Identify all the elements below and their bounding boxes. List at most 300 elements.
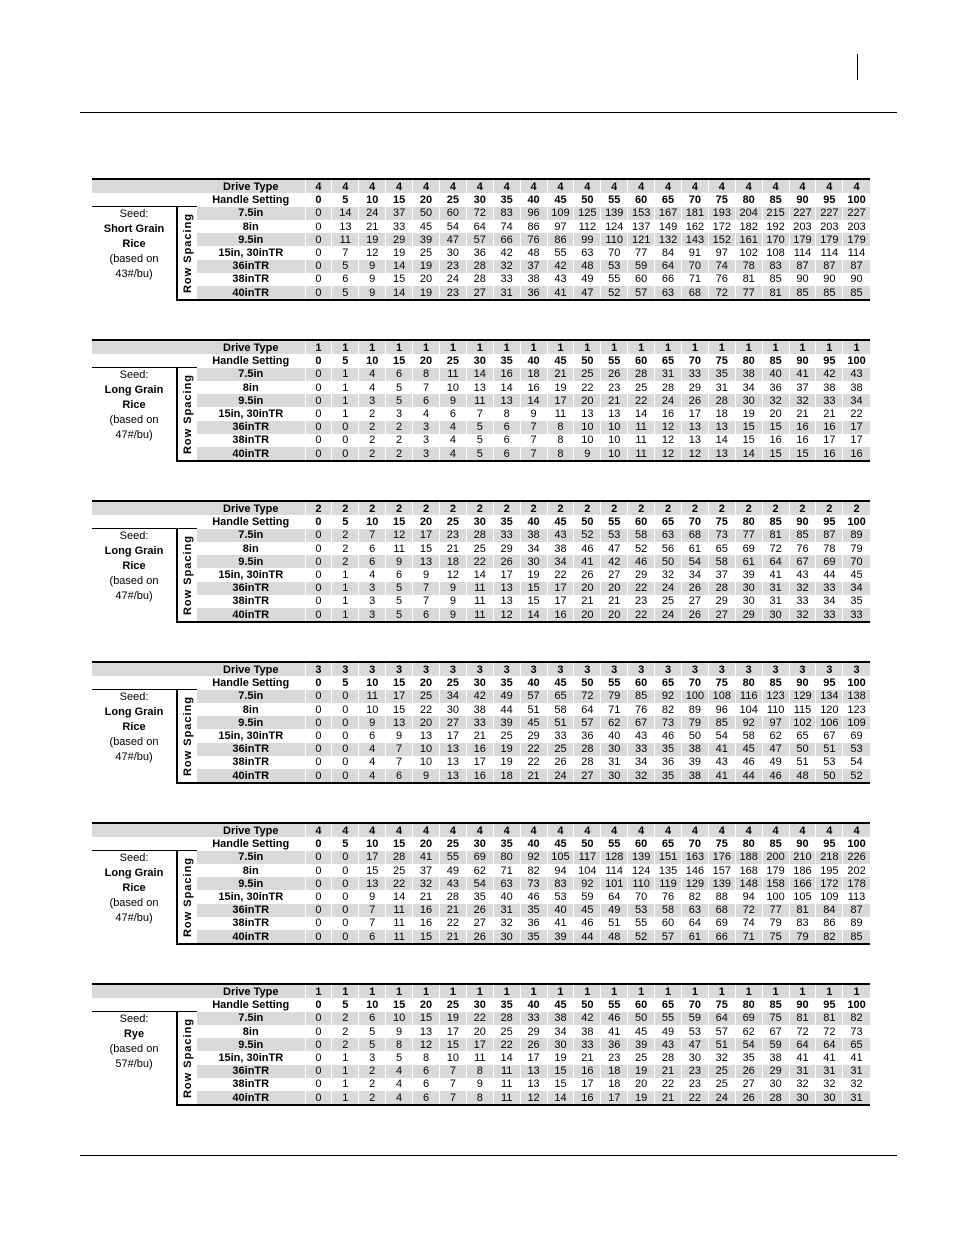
drive-type-value: 1 xyxy=(601,340,628,354)
rate-cell: 26 xyxy=(466,930,493,944)
rate-cell: 17 xyxy=(466,756,493,769)
rate-cell: 16 xyxy=(843,447,870,461)
rate-cell: 34 xyxy=(681,568,708,581)
rate-cell: 51 xyxy=(601,917,628,930)
rate-cell: 15 xyxy=(386,703,413,716)
rate-cell: 43 xyxy=(439,877,466,890)
drive-type-value: 1 xyxy=(762,340,789,354)
handle-setting-value: 70 xyxy=(681,998,708,1012)
rate-cell: 82 xyxy=(520,864,547,877)
rate-cell: 54 xyxy=(708,729,735,742)
rate-cell: 13 xyxy=(601,407,628,420)
table-row xyxy=(92,756,870,769)
rate-cell: 19 xyxy=(413,260,440,273)
rate-cell: 20 xyxy=(601,608,628,622)
rate-cell: 114 xyxy=(601,864,628,877)
handle-setting-row xyxy=(92,515,870,529)
drive-type-value: 4 xyxy=(547,823,574,837)
drive-type-value: 1 xyxy=(359,340,386,354)
drive-type-value: 4 xyxy=(843,179,870,193)
handle-setting-value: 50 xyxy=(574,193,601,207)
table-row xyxy=(92,1091,870,1105)
drive-type-value: 4 xyxy=(843,823,870,837)
rate-cell: 22 xyxy=(493,1038,520,1051)
rate-cell: 14 xyxy=(628,407,655,420)
rate-cell: 36 xyxy=(520,917,547,930)
rate-cell: 0 xyxy=(332,690,359,703)
handle-setting-value: 80 xyxy=(735,354,762,368)
handle-setting-value: 60 xyxy=(628,998,655,1012)
rate-cell: 71 xyxy=(735,930,762,944)
rate-cell: 40 xyxy=(762,368,789,381)
rate-cell: 0 xyxy=(305,877,332,890)
rate-cell: 34 xyxy=(520,542,547,555)
rate-cell: 30 xyxy=(735,582,762,595)
rate-cell: 128 xyxy=(601,851,628,864)
rate-cell: 4 xyxy=(359,568,386,581)
rate-cell: 22 xyxy=(439,917,466,930)
rate-cell: 14 xyxy=(520,608,547,622)
rate-cell: 28 xyxy=(386,851,413,864)
handle-setting-value: 10 xyxy=(359,354,386,368)
drive-type-value: 4 xyxy=(708,179,735,193)
handle-setting-value: 30 xyxy=(466,515,493,529)
rate-cell: 2 xyxy=(359,421,386,434)
handle-setting-value: 25 xyxy=(439,193,466,207)
handle-setting-value: 65 xyxy=(655,515,682,529)
handle-setting-value: 75 xyxy=(708,837,735,851)
rate-cell: 59 xyxy=(628,260,655,273)
rate-cell: 92 xyxy=(520,851,547,864)
rate-cell: 53 xyxy=(628,904,655,917)
rate-cell: 124 xyxy=(628,864,655,877)
rate-cell: 0 xyxy=(305,729,332,742)
rate-cell: 157 xyxy=(708,864,735,877)
rate-cell: 0 xyxy=(305,421,332,434)
row-spacing-header xyxy=(177,851,197,944)
rate-cell: 109 xyxy=(843,716,870,729)
rate-cell: 52 xyxy=(628,542,655,555)
rate-cell: 44 xyxy=(816,568,843,581)
rate-cell: 24 xyxy=(708,1091,735,1105)
drive-type-value: 1 xyxy=(789,984,816,998)
handle-setting-value: 5 xyxy=(332,998,359,1012)
rate-cell: 17 xyxy=(843,434,870,447)
seed-table-block xyxy=(92,339,866,462)
rate-cell: 67 xyxy=(816,729,843,742)
drive-type-value: 1 xyxy=(601,984,628,998)
drive-type-value: 2 xyxy=(305,501,332,515)
seed-description xyxy=(92,690,177,783)
drive-type-value: 4 xyxy=(816,179,843,193)
drive-type-label: Drive Type xyxy=(197,179,305,193)
handle-setting-value: 60 xyxy=(628,837,655,851)
handle-setting-value: 20 xyxy=(413,998,440,1012)
seed-line: Rice xyxy=(122,882,146,895)
rate-cell: 9 xyxy=(386,555,413,568)
row-spacing-value: 7.5in xyxy=(197,529,305,542)
seed-line: Seed: xyxy=(119,852,149,865)
row-spacing-value: 8in xyxy=(242,220,259,233)
rate-cell: 29 xyxy=(386,233,413,246)
rate-cell: 3 xyxy=(359,595,386,608)
handle-setting-label: Handle Setting xyxy=(197,515,305,529)
rate-cell: 15 xyxy=(359,864,386,877)
rate-cell: 30 xyxy=(735,394,762,407)
rate-cell: 32 xyxy=(816,1078,843,1091)
rate-cell: 17 xyxy=(574,1078,601,1091)
rate-cell: 72 xyxy=(789,1025,816,1038)
row-spacing-value: 40inTR xyxy=(197,608,305,622)
rate-cell: 3 xyxy=(359,1051,386,1064)
rate-cell: 143 xyxy=(681,233,708,246)
rate-cell: 23 xyxy=(439,286,466,300)
handle-setting-value: 0 xyxy=(305,837,332,851)
rate-cell: 86 xyxy=(816,917,843,930)
drive-type-value: 3 xyxy=(520,662,547,676)
rate-cell: 22 xyxy=(681,1091,708,1105)
drive-type-value: 4 xyxy=(332,823,359,837)
handle-setting-label: Handle Setting xyxy=(197,837,305,851)
rate-cell: 44 xyxy=(493,703,520,716)
table-row xyxy=(92,877,870,890)
seed-description xyxy=(92,529,177,622)
handle-setting-value: 40 xyxy=(520,354,547,368)
rate-cell: 42 xyxy=(547,260,574,273)
rate-cell: 27 xyxy=(466,286,493,300)
seed-line: (based on xyxy=(109,253,159,266)
rate-cell: 25 xyxy=(493,729,520,742)
rate-cell: 1 xyxy=(332,582,359,595)
rate-cell: 7 xyxy=(439,1078,466,1091)
rate-cell: 17 xyxy=(547,582,574,595)
rate-cell: 0 xyxy=(332,930,359,944)
handle-setting-value: 15 xyxy=(386,837,413,851)
rate-cell: 4 xyxy=(386,1091,413,1105)
row-spacing-value: 7.5in xyxy=(197,1012,305,1025)
handle-setting-label: Handle Setting xyxy=(197,354,305,368)
rate-cell: 1 xyxy=(332,1078,359,1091)
rate-cell: 204 xyxy=(735,207,762,220)
rate-cell: 12 xyxy=(439,568,466,581)
rate-cell: 7 xyxy=(439,1091,466,1105)
drive-type-value: 1 xyxy=(708,984,735,998)
rate-cell: 14 xyxy=(520,394,547,407)
rate-cell: 5 xyxy=(386,608,413,622)
rate-cell: 74 xyxy=(708,260,735,273)
rate-cell: 54 xyxy=(466,877,493,890)
rate-cell: 17 xyxy=(493,568,520,581)
seed-description xyxy=(92,1012,177,1105)
rate-cell: 28 xyxy=(708,582,735,595)
rate-cell: 67 xyxy=(762,1025,789,1038)
rate-cell: 51 xyxy=(547,716,574,729)
handle-setting-value: 30 xyxy=(466,193,493,207)
seed-table-block xyxy=(92,500,866,623)
drive-type-value: 1 xyxy=(493,340,520,354)
rate-cell: 16 xyxy=(789,421,816,434)
rate-cell: 19 xyxy=(520,568,547,581)
handle-setting-value: 20 xyxy=(413,676,440,690)
drive-type-row xyxy=(92,662,870,676)
rate-cell: 8 xyxy=(547,447,574,461)
rate-cell: 19 xyxy=(735,407,762,420)
row-spacing-value: 36inTR xyxy=(197,743,305,756)
rate-cell: 9 xyxy=(413,769,440,783)
drive-type-value: 1 xyxy=(466,984,493,998)
drive-type-value: 1 xyxy=(681,984,708,998)
drive-type-value: 4 xyxy=(547,179,574,193)
rate-cell: 22 xyxy=(655,1078,682,1091)
rate-cell: 15 xyxy=(789,447,816,461)
handle-setting-value: 65 xyxy=(655,837,682,851)
handle-setting-value: 50 xyxy=(574,676,601,690)
handle-setting-value: 35 xyxy=(493,515,520,529)
rate-cell: 26 xyxy=(735,1065,762,1078)
rate-cell: 0 xyxy=(332,743,359,756)
rate-cell: 16 xyxy=(413,904,440,917)
handle-setting-value: 90 xyxy=(789,515,816,529)
rate-cell: 35 xyxy=(735,1051,762,1064)
handle-setting-value: 45 xyxy=(547,354,574,368)
drive-type-label: Drive Type xyxy=(197,662,305,676)
rate-cell: 5 xyxy=(359,1025,386,1038)
rate-cell: 9 xyxy=(574,447,601,461)
drive-type-value: 1 xyxy=(386,984,413,998)
rate-cell: 4 xyxy=(386,1078,413,1091)
table-row xyxy=(92,555,870,568)
row-spacing-value: 9.5in xyxy=(197,1038,305,1051)
rate-cell: 77 xyxy=(735,529,762,542)
rate-cell: 0 xyxy=(305,917,332,930)
rate-cell: 0 xyxy=(305,246,332,259)
rate-cell: 0 xyxy=(305,233,332,246)
rate-cell: 226 xyxy=(843,851,870,864)
rate-cell: 11 xyxy=(628,421,655,434)
rate-cell: 64 xyxy=(466,220,493,233)
rate-cell: 85 xyxy=(628,690,655,703)
rate-cell: 113 xyxy=(843,890,870,903)
rate-cell: 17 xyxy=(439,729,466,742)
handle-setting-value: 45 xyxy=(547,515,574,529)
rate-cell: 0 xyxy=(305,381,332,394)
rate-cell: 68 xyxy=(681,286,708,300)
rate-cell: 5 xyxy=(386,582,413,595)
rate-cell: 31 xyxy=(493,286,520,300)
rate-cell: 13 xyxy=(708,447,735,461)
rate-cell: 58 xyxy=(735,729,762,742)
rate-cell: 23 xyxy=(681,1065,708,1078)
rate-cell: 5 xyxy=(466,447,493,461)
handle-setting-value: 30 xyxy=(466,837,493,851)
rate-cell: 10 xyxy=(439,381,466,394)
rate-cell: 11 xyxy=(493,1065,520,1078)
rate-cell: 6 xyxy=(386,568,413,581)
rate-cell: 6 xyxy=(359,930,386,944)
rate-cell: 5 xyxy=(386,595,413,608)
handle-setting-value: 5 xyxy=(332,676,359,690)
drive-type-value: 1 xyxy=(762,984,789,998)
rate-cell: 27 xyxy=(735,1078,762,1091)
rate-cell: 36 xyxy=(655,756,682,769)
rate-cell: 49 xyxy=(601,904,628,917)
rate-cell: 85 xyxy=(708,716,735,729)
rate-cell: 4 xyxy=(359,381,386,394)
rate-cell: 48 xyxy=(574,260,601,273)
table-row xyxy=(92,286,870,300)
handle-setting-value: 85 xyxy=(762,676,789,690)
rate-cell: 3 xyxy=(359,608,386,622)
rate-cell: 11 xyxy=(547,407,574,420)
rate-cell: 47 xyxy=(681,1038,708,1051)
handle-setting-value: 65 xyxy=(655,998,682,1012)
rate-cell: 18 xyxy=(708,407,735,420)
seed-line: (based on xyxy=(109,736,159,749)
table-row xyxy=(92,690,870,703)
rate-cell: 102 xyxy=(735,246,762,259)
drive-type-value: 4 xyxy=(305,823,332,837)
row-spacing-header xyxy=(177,529,197,622)
rate-cell: 33 xyxy=(681,368,708,381)
rate-cell: 1 xyxy=(332,1091,359,1105)
rate-cell: 14 xyxy=(708,434,735,447)
rate-cell: 11 xyxy=(493,1091,520,1105)
rate-cell: 38 xyxy=(681,743,708,756)
rate-cell: 17 xyxy=(413,529,440,542)
drive-type-value: 4 xyxy=(520,179,547,193)
rate-cell: 39 xyxy=(493,716,520,729)
rate-cell: 81 xyxy=(735,273,762,286)
rate-cell: 104 xyxy=(574,864,601,877)
rate-cell: 67 xyxy=(789,555,816,568)
rate-cell: 17 xyxy=(439,1025,466,1038)
rate-cell: 16 xyxy=(789,434,816,447)
rate-cell: 11 xyxy=(386,917,413,930)
rate-cell: 90 xyxy=(843,273,870,286)
rate-cell: 139 xyxy=(708,877,735,890)
rate-cell: 153 xyxy=(628,207,655,220)
drive-type-value: 1 xyxy=(332,340,359,354)
drive-type-value: 4 xyxy=(628,823,655,837)
rate-cell: 163 xyxy=(681,851,708,864)
rate-cell: 77 xyxy=(762,904,789,917)
drive-type-value: 4 xyxy=(493,823,520,837)
rate-cell: 0 xyxy=(332,434,359,447)
rate-cell: 125 xyxy=(574,207,601,220)
drive-type-value: 4 xyxy=(305,179,332,193)
row-spacing-label: Row Spacing xyxy=(181,696,194,777)
rate-cell: 0 xyxy=(332,851,359,864)
drive-type-value: 3 xyxy=(655,662,682,676)
drive-type-value: 3 xyxy=(466,662,493,676)
handle-setting-value: 80 xyxy=(735,998,762,1012)
row-spacing-value: 15in, 30inTR xyxy=(218,891,284,904)
rate-cell: 0 xyxy=(305,595,332,608)
seed-line: (based on xyxy=(109,897,159,910)
rate-cell: 48 xyxy=(601,930,628,944)
rate-cell: 52 xyxy=(628,930,655,944)
rate-cell: 21 xyxy=(601,595,628,608)
rate-cell: 57 xyxy=(708,1025,735,1038)
drive-type-value: 4 xyxy=(466,179,493,193)
rate-cell: 20 xyxy=(574,582,601,595)
rate-cell: 7 xyxy=(359,529,386,542)
rate-cell: 5 xyxy=(386,394,413,407)
rate-cell: 1 xyxy=(332,568,359,581)
rate-cell: 4 xyxy=(439,434,466,447)
rate-cell: 87 xyxy=(816,529,843,542)
rate-cell: 104 xyxy=(735,703,762,716)
rate-cell: 22 xyxy=(628,608,655,622)
rate-cell: 20 xyxy=(466,1025,493,1038)
drive-type-value: 3 xyxy=(628,662,655,676)
drive-type-value: 3 xyxy=(359,662,386,676)
rate-cell: 30 xyxy=(547,1038,574,1051)
rate-cell: 0 xyxy=(305,864,332,877)
rate-cell: 30 xyxy=(439,246,466,259)
rate-cell: 24 xyxy=(439,273,466,286)
rate-cell: 76 xyxy=(708,273,735,286)
rate-cell: 43 xyxy=(843,368,870,381)
rate-cell: 65 xyxy=(843,1038,870,1051)
rate-cell: 0 xyxy=(305,286,332,300)
rate-cell: 7 xyxy=(439,1065,466,1078)
rate-cell: 42 xyxy=(601,555,628,568)
drive-type-value: 2 xyxy=(574,501,601,515)
rate-cell: 46 xyxy=(574,542,601,555)
rate-cell: 39 xyxy=(628,1038,655,1051)
row-spacing-value: 40inTR xyxy=(197,769,305,783)
rate-cell: 11 xyxy=(493,1078,520,1091)
rate-cell: 47 xyxy=(762,743,789,756)
rate-cell: 108 xyxy=(708,690,735,703)
rate-cell: 6 xyxy=(359,555,386,568)
rate-cell: 69 xyxy=(708,917,735,930)
drive-type-value: 3 xyxy=(439,662,466,676)
rate-cell: 4 xyxy=(413,407,440,420)
rate-cell: 82 xyxy=(843,1012,870,1025)
rate-cell: 108 xyxy=(762,246,789,259)
rate-cell: 14 xyxy=(386,890,413,903)
handle-setting-value: 50 xyxy=(574,515,601,529)
rate-cell: 64 xyxy=(655,260,682,273)
rate-cell: 7 xyxy=(386,743,413,756)
rate-cell: 30 xyxy=(601,769,628,783)
rate-cell: 6 xyxy=(386,368,413,381)
row-spacing-value: 38inTR xyxy=(232,595,270,608)
rate-cell: 38 xyxy=(520,273,547,286)
row-spacing-header xyxy=(177,368,197,461)
rate-cell: 17 xyxy=(466,1038,493,1051)
header-spacer xyxy=(92,193,197,207)
row-spacing-header xyxy=(177,1012,197,1105)
rate-cell: 9 xyxy=(359,273,386,286)
rate-cell: 22 xyxy=(466,555,493,568)
seed-line: Rye xyxy=(123,1028,145,1041)
rate-cell: 45 xyxy=(735,743,762,756)
drive-type-value: 4 xyxy=(386,179,413,193)
rate-cell: 23 xyxy=(439,529,466,542)
rate-cell: 25 xyxy=(547,743,574,756)
rate-cell: 36 xyxy=(601,1038,628,1051)
rate-cell: 46 xyxy=(601,1012,628,1025)
drive-type-value: 3 xyxy=(708,662,735,676)
table-row xyxy=(92,568,870,581)
rate-cell: 21 xyxy=(574,595,601,608)
rate-cell: 21 xyxy=(439,542,466,555)
rate-cell: 31 xyxy=(655,368,682,381)
rate-cell: 52 xyxy=(601,286,628,300)
